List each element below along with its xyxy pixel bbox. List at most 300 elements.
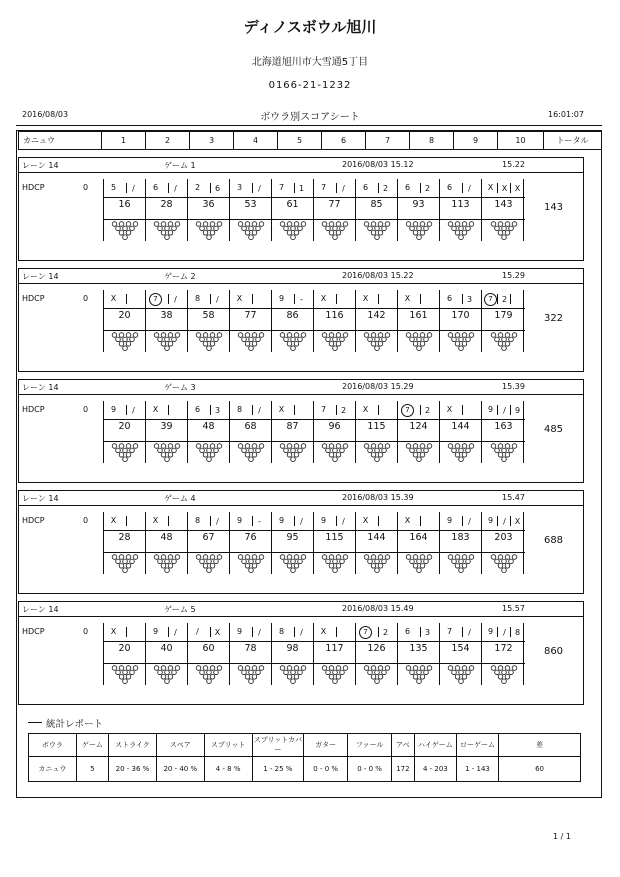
cumulative-score: 142 [367,310,386,321]
pin-layout [314,219,355,240]
pin [416,337,421,342]
pin [122,346,127,351]
cumulative-score: 85 [370,199,383,210]
pin [371,564,376,569]
pin [512,222,517,227]
roll: / [462,516,476,526]
hdcp-label: HDCP [22,405,45,414]
pin [238,666,243,671]
game-total-value: 860 [543,646,564,657]
pin-layout [188,663,229,684]
cumulative-score: 95 [286,532,299,543]
bowling-center-name: ディノスボウル旭川 [243,18,377,36]
roll: / [497,627,511,637]
roll: / [196,627,199,636]
pin [203,555,208,560]
frame-rolls [440,401,481,420]
pin [133,333,138,338]
pin [196,444,201,449]
pin-layout [398,219,439,240]
pin [168,555,173,560]
roll: X [152,516,159,525]
roll: X [362,516,369,525]
pin [248,679,253,684]
frame [145,623,187,685]
split-mark: 7 [149,293,162,306]
pin [280,333,285,338]
pin [164,568,169,573]
pin [469,333,474,338]
pin [322,222,327,227]
roll: / [126,405,140,415]
pin [374,670,379,675]
pin [168,675,173,680]
pin [378,333,383,338]
pin [280,222,285,227]
pin [455,555,460,560]
pin-layout [482,219,525,240]
pin [175,222,180,227]
pin [297,337,302,342]
pin [245,555,250,560]
frame-header: 7 [366,132,410,150]
roll: X [110,516,117,525]
pin [448,555,453,560]
pin-layout [104,552,145,573]
pin [458,670,463,675]
pin-diagram [108,221,142,240]
game-header [19,491,583,506]
pin [413,555,418,560]
cumulative-score: 36 [202,199,215,210]
roll: / [294,627,308,637]
pin [508,448,513,453]
pin [290,226,295,231]
pin [206,568,211,573]
pin [491,666,496,671]
roll: 6 [446,294,453,303]
pin [455,333,460,338]
frame-header: 2 [146,132,190,150]
pin [112,444,117,449]
pin [255,448,260,453]
pin [199,337,204,342]
cumulative-score: 203 [494,532,513,543]
pin [175,444,180,449]
pin [255,337,260,342]
frame [355,512,397,574]
roll: 6 [210,183,224,193]
pin [248,346,253,351]
pin [416,448,421,453]
stats-header-cell: アベ [392,734,415,757]
pin [203,333,208,338]
roll: 9 [320,516,327,525]
pin-layout [146,441,187,462]
pin-diagram [276,665,310,684]
pin-diagram [360,221,394,240]
pin [374,226,379,231]
lane-label: レーン 14 [22,383,59,392]
frame-rolls [398,179,439,198]
pin [371,555,376,560]
frame [187,290,229,352]
pin [297,559,302,564]
pin [416,346,421,351]
frame [439,290,481,352]
roll: 2 [194,183,201,192]
pin [458,226,463,231]
pin [336,333,341,338]
frame-rolls [356,179,397,198]
pin-layout [146,663,187,684]
pin [451,337,456,342]
roll: 8 [236,405,243,414]
pin-layout [440,219,481,240]
pin [287,453,292,458]
pin [196,222,201,227]
pin [465,670,470,675]
pin-diagram [234,332,268,351]
pin [126,231,131,236]
pin [501,679,506,684]
frame [397,401,439,463]
pin [161,333,166,338]
pin-layout [314,552,355,573]
pin [238,222,243,227]
game-total [523,290,583,352]
roll: / [126,183,140,193]
pin-layout [188,441,229,462]
pin [385,666,390,671]
pin [115,448,120,453]
frame-rolls [482,512,525,531]
roll [401,401,414,419]
pin [364,555,369,560]
pin [210,675,215,680]
pin [501,235,506,240]
roll: X [210,627,224,637]
pin-layout [104,330,145,351]
frame [103,401,145,463]
roll [168,405,182,415]
game-end: 15.22 [502,160,525,169]
pin [175,555,180,560]
frame-rolls [356,623,397,642]
pin [122,235,127,240]
frame [313,512,355,574]
pin-layout [272,441,313,462]
pin [336,564,341,569]
pin [290,235,295,240]
pin [343,666,348,671]
frame-rolls [230,623,271,642]
roll: X [152,405,159,414]
pin [451,559,456,564]
pin [164,226,169,231]
pin [171,337,176,342]
cumulative-score: 20 [118,310,131,321]
roll: 5 [110,183,117,192]
pin [210,444,215,449]
pin [448,222,453,227]
frame-rolls [104,290,145,309]
game-end: 15.47 [502,493,525,502]
cumulative-score: 48 [202,421,215,432]
pin [164,235,169,240]
pin-diagram [360,665,394,684]
pin [164,679,169,684]
roll: X [510,183,524,193]
pin [171,448,176,453]
pin [512,666,517,671]
frame-rolls [482,401,525,420]
stats-value-cell: 20 - 36 % [109,757,157,782]
pin [161,444,166,449]
frame-rolls [188,512,229,531]
cumulative-score: 40 [160,643,173,654]
frame-rolls [398,623,439,642]
pin [126,555,131,560]
pin [175,666,180,671]
game-block [18,490,584,594]
hdcp-value: 0 [83,183,89,192]
pin [423,448,428,453]
roll [336,627,350,637]
pin [287,564,292,569]
frame [355,401,397,463]
cumulative-score: 98 [286,643,299,654]
cumulative-score: 154 [451,643,470,654]
frame [355,179,397,241]
roll: 2 [378,183,392,193]
roll: 9 [278,516,285,525]
pin [164,337,169,342]
roll: / [252,183,266,193]
frame [481,623,525,685]
pin [498,444,503,449]
pin [287,231,292,236]
pin [371,333,376,338]
pin [374,559,379,564]
pin-layout [482,552,525,573]
pin-diagram [108,554,142,573]
pin [290,346,295,351]
pin [248,568,253,573]
frame-rolls [398,401,439,420]
pin [505,231,510,236]
game-start: 2016/08/03 15.39 [342,493,414,502]
pin [413,564,418,569]
frame [481,290,525,352]
pin [505,564,510,569]
frame-rolls [188,179,229,198]
pin-layout [356,330,397,351]
pin [505,555,510,560]
game-end: 15.39 [502,382,525,391]
frame [439,401,481,463]
cumulative-score: 179 [494,310,513,321]
pin-layout [440,663,481,684]
pin [498,675,503,680]
roll: 7 [278,183,285,192]
pin [406,222,411,227]
pin [329,453,334,458]
pin [406,555,411,560]
pin [259,222,264,227]
pin [469,555,474,560]
roll [336,294,350,304]
pin [255,226,260,231]
pin [238,555,243,560]
pin [371,453,376,458]
pin [469,444,474,449]
pin [196,666,201,671]
pin [217,333,222,338]
pin [164,559,169,564]
pin [329,444,334,449]
lane-label: レーン 14 [22,494,59,503]
pin-layout [230,552,271,573]
pin [248,226,253,231]
game-label: ゲーム 3 [164,383,196,392]
roll: / [168,294,182,304]
roll: - [294,294,308,304]
pin [161,666,166,671]
pin-diagram [234,554,268,573]
roll [420,294,434,304]
pin [129,337,134,342]
pin [122,679,127,684]
cumulative-score: 144 [367,532,386,543]
pin [416,568,421,573]
roll: 6 [446,183,453,192]
pin [210,555,215,560]
pin [210,231,215,236]
pin [448,444,453,449]
pin [501,457,506,462]
pin [119,453,124,458]
pin-layout [482,663,525,684]
pin [462,564,467,569]
pin [336,666,341,671]
stats-value-cell: 4 - 203 [414,757,456,782]
frame [145,401,187,463]
pin [494,226,499,231]
pin [505,453,510,458]
pin [301,333,306,338]
pin [290,559,295,564]
pin [199,559,204,564]
pin [161,555,166,560]
pin [287,675,292,680]
pin [498,666,503,671]
pin [283,559,288,564]
roll: 9 [278,294,285,303]
stats-value-cell: 5 [76,757,108,782]
frame-header: 3 [190,132,234,150]
pin [332,559,337,564]
frame-rolls [272,290,313,309]
pin [164,457,169,462]
pin-diagram [360,332,394,351]
pin-diagram [192,332,226,351]
pin [378,453,383,458]
pin [206,679,211,684]
pin [154,666,159,671]
cumulative-score: 143 [494,199,513,210]
pin-layout [188,330,229,351]
pin [416,457,421,462]
pin [203,675,208,680]
pin-layout [398,552,439,573]
pin [245,564,250,569]
pin-layout [482,330,525,351]
pin [168,231,173,236]
roll [378,294,392,304]
pin [129,559,134,564]
pin [423,337,428,342]
header-divider [16,125,602,126]
frame-header: 5 [278,132,322,150]
pin [119,564,124,569]
pin [501,559,506,564]
pin [203,453,208,458]
pin [133,222,138,227]
pin-diagram [150,665,184,684]
game-start: 2016/08/03 15.49 [342,604,414,613]
pin [385,444,390,449]
pin [112,555,117,560]
lane-label: レーン 14 [22,605,59,614]
roll: 2 [420,183,434,193]
pin-layout [356,552,397,573]
pin [280,555,285,560]
pin-diagram [487,665,521,684]
roll: 9 [110,405,117,414]
frame [229,290,271,352]
cumulative-score: 53 [244,199,257,210]
hdcp-value: 0 [83,516,89,525]
stats-title: 統計レポート [46,719,104,730]
frame-rolls [230,401,271,420]
pin [505,342,510,347]
pin [206,337,211,342]
cumulative-score: 20 [118,643,131,654]
pin-diagram [234,665,268,684]
pin [458,568,463,573]
pin [455,444,460,449]
roll: 9 [446,516,453,525]
pin [248,448,253,453]
pin [385,222,390,227]
cumulative-score: 87 [286,421,299,432]
pin [427,444,432,449]
roll [126,516,140,526]
roll: 8 [194,516,201,525]
pin [508,337,513,342]
pin [297,448,302,453]
pin [248,559,253,564]
pin [168,564,173,569]
pin-layout [314,330,355,351]
pin-layout [146,330,187,351]
pin [462,453,467,458]
pin [245,666,250,671]
pin [498,222,503,227]
pin [175,333,180,338]
pin [494,559,499,564]
